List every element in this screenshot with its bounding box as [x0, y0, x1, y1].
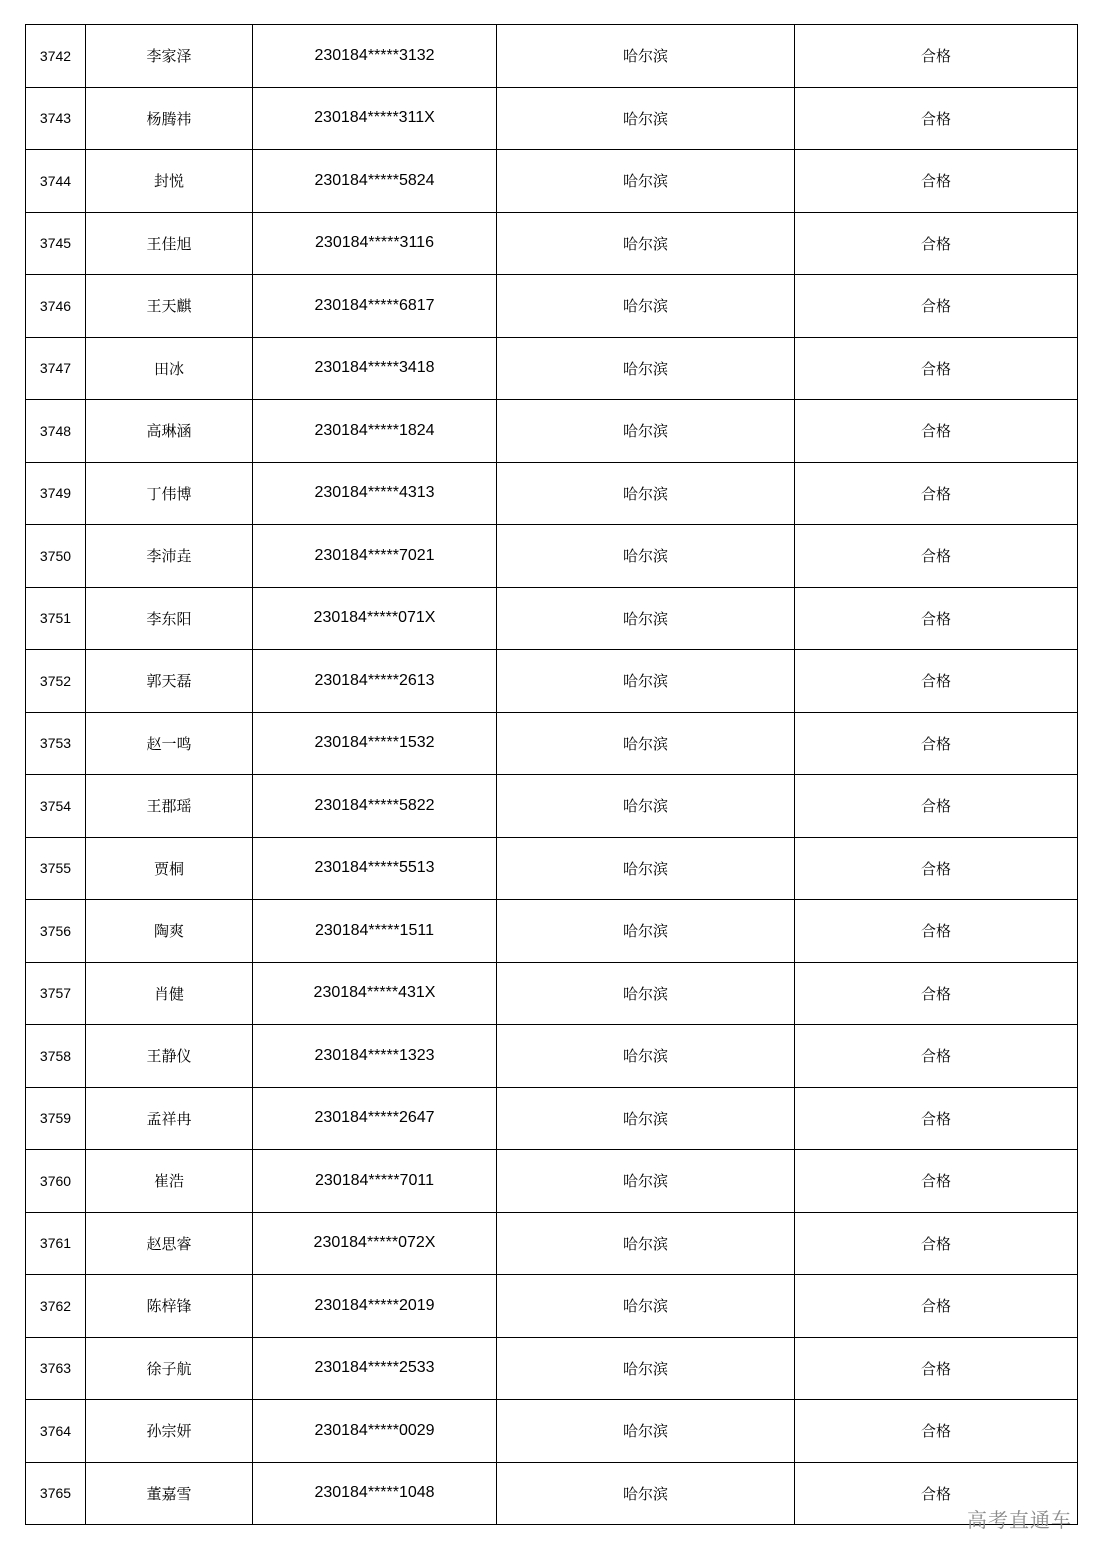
result-cell: 合格 — [795, 25, 1078, 88]
table-row — [26, 25, 1078, 88]
result-cell: 合格 — [795, 1025, 1078, 1088]
name-cell: 赵思睿 — [86, 1212, 253, 1275]
id-number-cell: 230184*****1532 — [253, 712, 497, 775]
city-cell: 哈尔滨 — [497, 1087, 795, 1150]
result-cell: 合格 — [795, 212, 1078, 275]
serial-number-cell: 3743 — [26, 87, 86, 150]
id-number-cell: 230184*****2647 — [253, 1087, 497, 1150]
table-row — [26, 1150, 1078, 1213]
serial-number-cell: 3764 — [26, 1400, 86, 1463]
table-row — [26, 1212, 1078, 1275]
city-cell: 哈尔滨 — [497, 1400, 795, 1463]
result-cell: 合格 — [795, 712, 1078, 775]
result-cell: 合格 — [795, 1087, 1078, 1150]
city-cell: 哈尔滨 — [497, 525, 795, 588]
serial-number-cell: 3744 — [26, 150, 86, 213]
name-cell: 王天麒 — [86, 275, 253, 338]
result-cell: 合格 — [795, 587, 1078, 650]
table-row — [26, 712, 1078, 775]
table-row — [26, 212, 1078, 275]
table-row — [26, 1025, 1078, 1088]
name-cell: 孙宗妍 — [86, 1400, 253, 1463]
table-row — [26, 337, 1078, 400]
name-cell: 封悦 — [86, 150, 253, 213]
id-number-cell: 230184*****5513 — [253, 837, 497, 900]
id-number-cell: 230184*****3132 — [253, 25, 497, 88]
serial-number-cell: 3749 — [26, 462, 86, 525]
city-cell: 哈尔滨 — [497, 400, 795, 463]
result-cell: 合格 — [795, 400, 1078, 463]
id-number-cell: 230184*****7011 — [253, 1150, 497, 1213]
city-cell: 哈尔滨 — [497, 775, 795, 838]
city-cell: 哈尔滨 — [497, 150, 795, 213]
city-cell: 哈尔滨 — [497, 837, 795, 900]
name-cell: 郭天磊 — [86, 650, 253, 713]
result-cell: 合格 — [795, 150, 1078, 213]
name-cell: 杨腾祎 — [86, 87, 253, 150]
city-cell: 哈尔滨 — [497, 25, 795, 88]
result-cell: 合格 — [795, 1337, 1078, 1400]
table-row — [26, 587, 1078, 650]
name-cell: 董嘉雪 — [86, 1462, 253, 1525]
serial-number-cell: 3757 — [26, 962, 86, 1025]
city-cell: 哈尔滨 — [497, 650, 795, 713]
result-cell: 合格 — [795, 1212, 1078, 1275]
city-cell: 哈尔滨 — [497, 1025, 795, 1088]
result-cell: 合格 — [795, 1150, 1078, 1213]
table-row — [26, 1400, 1078, 1463]
table-row — [26, 900, 1078, 963]
serial-number-cell: 3758 — [26, 1025, 86, 1088]
name-cell: 李沛垚 — [86, 525, 253, 588]
city-cell: 哈尔滨 — [497, 587, 795, 650]
table-row — [26, 650, 1078, 713]
result-cell: 合格 — [795, 337, 1078, 400]
name-cell: 丁伟博 — [86, 462, 253, 525]
id-number-cell: 230184*****0029 — [253, 1400, 497, 1463]
name-cell: 王郡瑶 — [86, 775, 253, 838]
table-row — [26, 462, 1078, 525]
result-cell: 合格 — [795, 525, 1078, 588]
result-cell: 合格 — [795, 1400, 1078, 1463]
id-number-cell: 230184*****3116 — [253, 212, 497, 275]
result-cell: 合格 — [795, 462, 1078, 525]
serial-number-cell: 3753 — [26, 712, 86, 775]
city-cell: 哈尔滨 — [497, 1337, 795, 1400]
table-row — [26, 150, 1078, 213]
serial-number-cell: 3745 — [26, 212, 86, 275]
serial-number-cell: 3759 — [26, 1087, 86, 1150]
table-row — [26, 1337, 1078, 1400]
serial-number-cell: 3754 — [26, 775, 86, 838]
serial-number-cell: 3762 — [26, 1275, 86, 1338]
serial-number-cell: 3747 — [26, 337, 86, 400]
id-number-cell: 230184*****6817 — [253, 275, 497, 338]
name-cell: 高琳涵 — [86, 400, 253, 463]
serial-number-cell: 3748 — [26, 400, 86, 463]
city-cell: 哈尔滨 — [497, 275, 795, 338]
result-cell: 合格 — [795, 87, 1078, 150]
serial-number-cell: 3746 — [26, 275, 86, 338]
id-number-cell: 230184*****2533 — [253, 1337, 497, 1400]
city-cell: 哈尔滨 — [497, 212, 795, 275]
name-cell: 李东阳 — [86, 587, 253, 650]
result-cell: 合格 — [795, 650, 1078, 713]
id-number-cell: 230184*****1048 — [253, 1462, 497, 1525]
roster-table — [25, 24, 1078, 1525]
name-cell: 孟祥冉 — [86, 1087, 253, 1150]
id-number-cell: 230184*****1511 — [253, 900, 497, 963]
name-cell: 肖健 — [86, 962, 253, 1025]
result-cell: 合格 — [795, 837, 1078, 900]
result-cell: 合格 — [795, 1275, 1078, 1338]
city-cell: 哈尔滨 — [497, 87, 795, 150]
roster-body — [26, 25, 1078, 1525]
name-cell: 崔浩 — [86, 1150, 253, 1213]
name-cell: 李家泽 — [86, 25, 253, 88]
city-cell: 哈尔滨 — [497, 1275, 795, 1338]
table-row — [26, 1087, 1078, 1150]
table-row — [26, 525, 1078, 588]
id-number-cell: 230184*****2019 — [253, 1275, 497, 1338]
table-row — [26, 87, 1078, 150]
id-number-cell: 230184*****5824 — [253, 150, 497, 213]
table-row — [26, 1462, 1078, 1525]
id-number-cell: 230184*****5822 — [253, 775, 497, 838]
city-cell: 哈尔滨 — [497, 1150, 795, 1213]
id-number-cell: 230184*****1323 — [253, 1025, 497, 1088]
result-cell: 合格 — [795, 275, 1078, 338]
id-number-cell: 230184*****431X — [253, 962, 497, 1025]
name-cell: 陶爽 — [86, 900, 253, 963]
name-cell: 贾桐 — [86, 837, 253, 900]
serial-number-cell: 3750 — [26, 525, 86, 588]
name-cell: 赵一鸣 — [86, 712, 253, 775]
serial-number-cell: 3752 — [26, 650, 86, 713]
result-cell: 合格 — [795, 1462, 1078, 1525]
table-row — [26, 837, 1078, 900]
serial-number-cell: 3760 — [26, 1150, 86, 1213]
id-number-cell: 230184*****071X — [253, 587, 497, 650]
id-number-cell: 230184*****4313 — [253, 462, 497, 525]
table-row — [26, 1275, 1078, 1338]
city-cell: 哈尔滨 — [497, 962, 795, 1025]
result-cell: 合格 — [795, 775, 1078, 838]
name-cell: 田冰 — [86, 337, 253, 400]
city-cell: 哈尔滨 — [497, 712, 795, 775]
serial-number-cell: 3761 — [26, 1212, 86, 1275]
id-number-cell: 230184*****1824 — [253, 400, 497, 463]
city-cell: 哈尔滨 — [497, 900, 795, 963]
id-number-cell: 230184*****3418 — [253, 337, 497, 400]
table-row — [26, 962, 1078, 1025]
table-row — [26, 275, 1078, 338]
table-row — [26, 400, 1078, 463]
serial-number-cell: 3763 — [26, 1337, 86, 1400]
id-number-cell: 230184*****311X — [253, 87, 497, 150]
serial-number-cell: 3756 — [26, 900, 86, 963]
name-cell: 王佳旭 — [86, 212, 253, 275]
name-cell: 徐子航 — [86, 1337, 253, 1400]
result-cell: 合格 — [795, 900, 1078, 963]
name-cell: 王静仪 — [86, 1025, 253, 1088]
result-cell: 合格 — [795, 962, 1078, 1025]
name-cell: 陈梓锋 — [86, 1275, 253, 1338]
watermark-text: 高考直通车 — [967, 1508, 1072, 1532]
id-number-cell: 230184*****072X — [253, 1212, 497, 1275]
city-cell: 哈尔滨 — [497, 1462, 795, 1525]
id-number-cell: 230184*****7021 — [253, 525, 497, 588]
serial-number-cell: 3765 — [26, 1462, 86, 1525]
serial-number-cell: 3751 — [26, 587, 86, 650]
id-number-cell: 230184*****2613 — [253, 650, 497, 713]
city-cell: 哈尔滨 — [497, 337, 795, 400]
city-cell: 哈尔滨 — [497, 462, 795, 525]
serial-number-cell: 3755 — [26, 837, 86, 900]
serial-number-cell: 3742 — [26, 25, 86, 88]
table-row — [26, 775, 1078, 838]
city-cell: 哈尔滨 — [497, 1212, 795, 1275]
